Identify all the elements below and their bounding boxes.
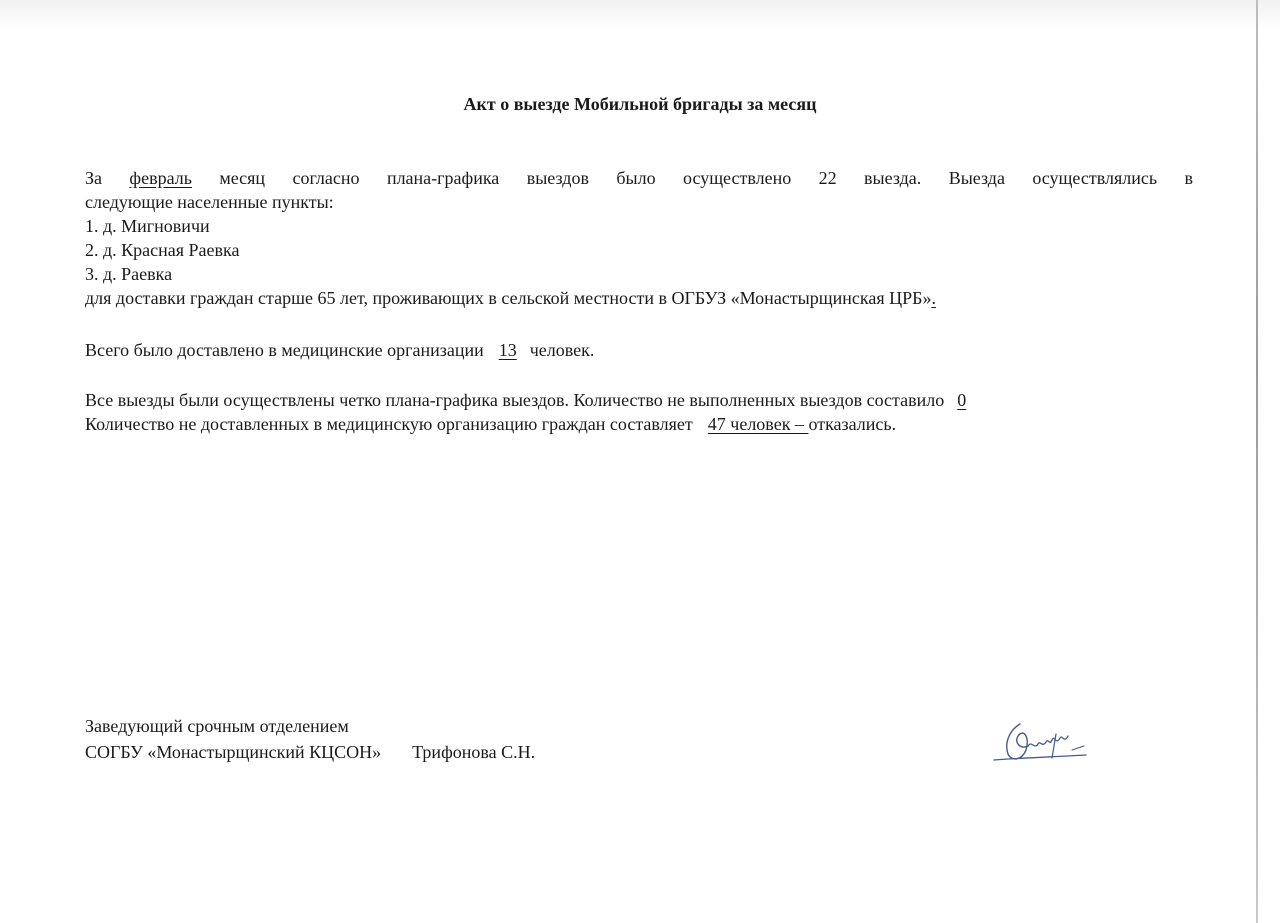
word: выезда. <box>864 168 922 188</box>
signatory-name: Трифонова С.Н. <box>412 742 536 762</box>
trip-count-value: 22 <box>818 168 837 188</box>
purpose-text: для доставки граждан старше 65 лет, проживающих в сельской местности в ОГБУЗ «Монастырщинская ЦРБ» <box>85 288 932 308</box>
place-item: 2. д. Красная Раевка <box>85 240 240 260</box>
word: согласно <box>292 168 360 188</box>
scan-shadow-top <box>0 0 1280 30</box>
scan-edge-right <box>1256 0 1258 923</box>
trips-line <box>85 388 966 412</box>
not-delivered-line <box>85 412 896 436</box>
delivered-value: 13 <box>498 340 517 360</box>
paragraph-1-line-2: следующие населенные пункты: <box>85 192 334 212</box>
not-delivered-reason: отказались. <box>808 414 897 434</box>
word: в <box>1184 168 1193 188</box>
word: осуществлялись <box>1032 168 1158 188</box>
word: осуществлено <box>683 168 792 188</box>
delivered-unit: человек. <box>529 340 595 360</box>
word: Выезда <box>948 168 1005 188</box>
word: плана-графика <box>386 168 500 188</box>
delivered-label: Всего было доставлено в медицинские организации <box>85 340 484 360</box>
delivered-line <box>85 338 594 362</box>
month-value: февраль <box>129 168 192 188</box>
trips-label: Все выезды были осуществлены четко плана-графика выездов. Количество не выполненных выездов составило <box>85 390 945 410</box>
word: выездов <box>526 168 589 188</box>
word: месяц <box>219 168 266 188</box>
trips-value: 0 <box>957 390 967 410</box>
handwritten-signature <box>990 716 1090 768</box>
paragraph-1-line-1 <box>85 166 1193 190</box>
not-delivered-label: Количество не доставленных в медицинскую организацию граждан составляет <box>85 414 693 434</box>
place-item: 3. д. Раевка <box>85 264 173 284</box>
document-title: Акт о выезде Мобильной бригады за месяц <box>463 94 817 114</box>
word: было <box>616 168 656 188</box>
purpose-end: . <box>931 288 936 308</box>
signatory-position: Заведующий срочным отделением <box>85 716 349 736</box>
signatory-line <box>85 740 535 764</box>
not-delivered-value: 47 человек – <box>707 414 809 434</box>
purpose-line <box>85 286 936 310</box>
word: За <box>85 168 103 188</box>
signatory-organization: СОГБУ «Монастырщинский КЦСОН» <box>85 742 382 762</box>
place-item: 1. д. Мигновичи <box>85 216 210 236</box>
